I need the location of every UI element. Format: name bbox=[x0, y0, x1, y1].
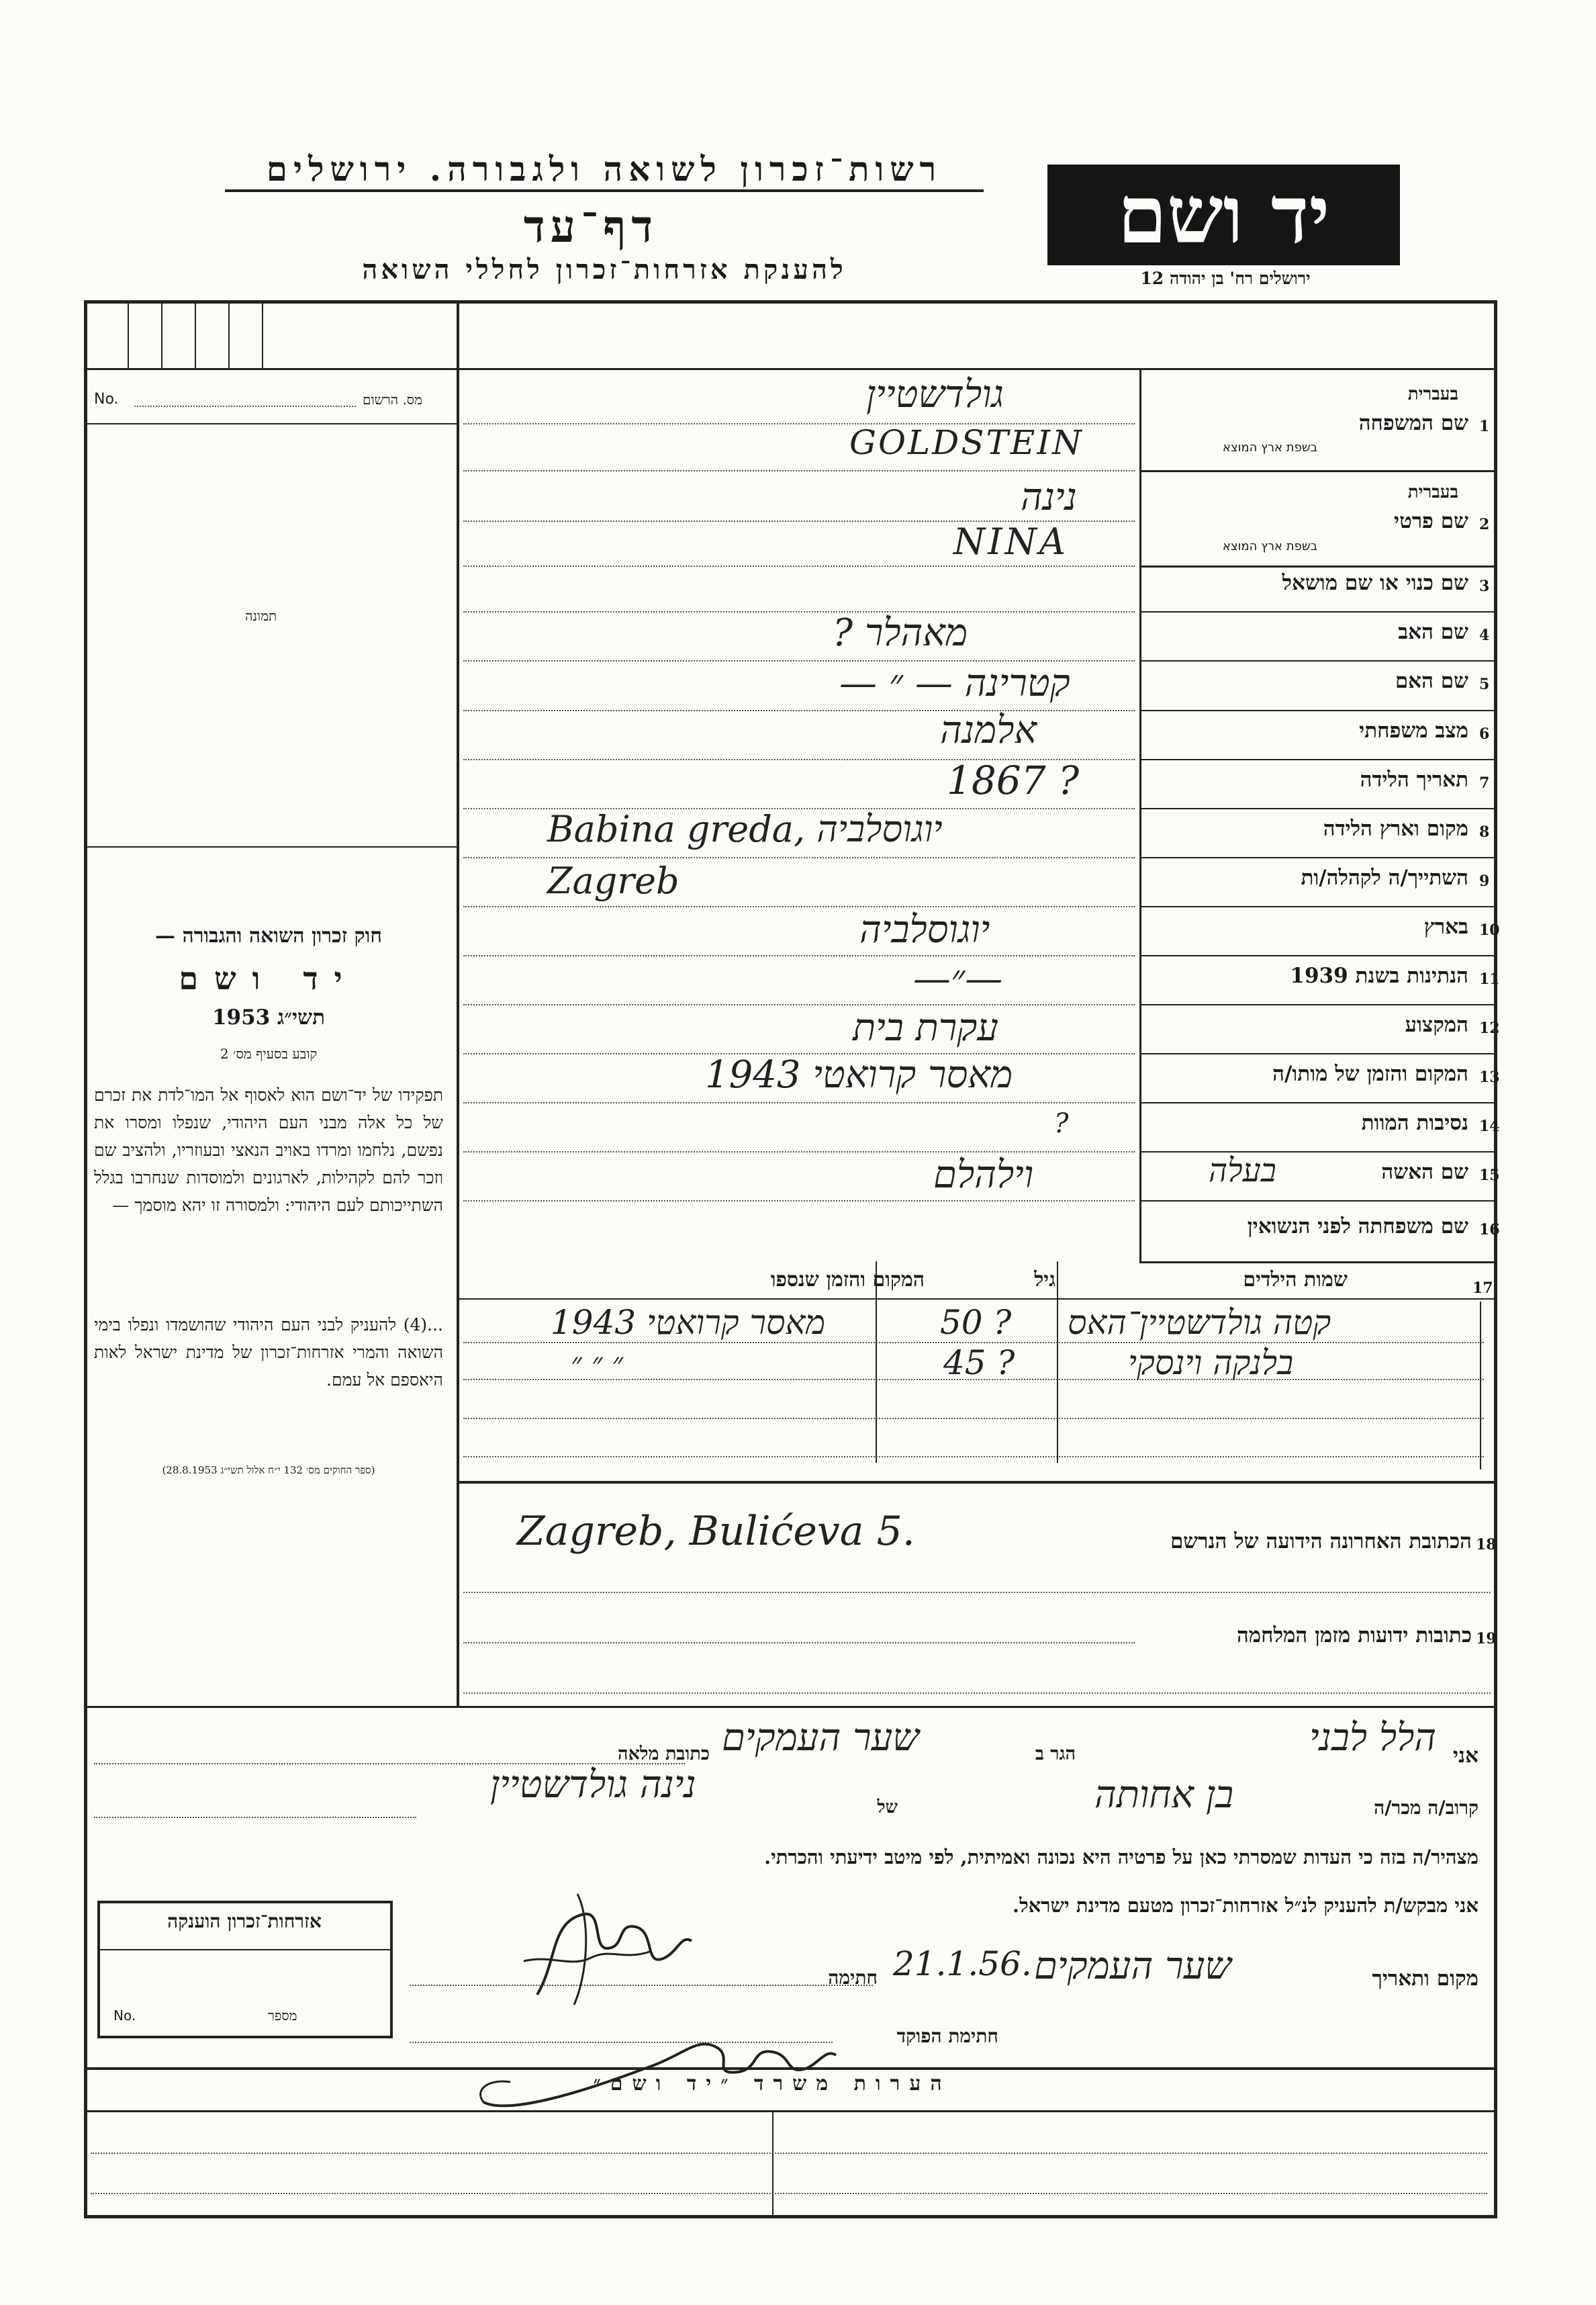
field-8-number: 8 bbox=[1479, 823, 1490, 841]
field-9-label: השתייך/ה לקהלה/ות bbox=[1301, 866, 1468, 890]
field-19-label: כתובות ידועות מזמן המלחמה bbox=[1236, 1623, 1472, 1647]
field-4-value[interactable]: מאהלר ? bbox=[833, 611, 968, 655]
field-1-value-origin[interactable]: GOLDSTEIN bbox=[849, 423, 1084, 462]
children-header-place: המקום והזמן שנספו bbox=[770, 1268, 925, 1292]
law-title: חוק זכרון השואה והגבורה — bbox=[155, 924, 382, 948]
witness-ani: אני bbox=[1452, 1744, 1478, 1768]
yad-vashem-logo: יד ושם bbox=[1047, 165, 1400, 265]
officer-signature bbox=[470, 2008, 846, 2122]
field-6-label: מצב משפחתי bbox=[1359, 719, 1468, 743]
authority-title: רשות־זכרון לשואה ולגבורה. ירושלים bbox=[266, 149, 943, 189]
witness-relation[interactable]: בן אחותה bbox=[1094, 1773, 1234, 1817]
place-date-label: מקום ותאריך bbox=[1372, 1967, 1478, 1991]
field-2-sub-hebrew: בעברית bbox=[1407, 482, 1458, 502]
field-1-value-hebrew[interactable]: גולדשטיין bbox=[866, 373, 1004, 416]
field-2-number: 2 bbox=[1479, 516, 1490, 533]
citizenship-box bbox=[97, 1901, 393, 2038]
field-8-value[interactable]: Babina greda, יוגוסלביה bbox=[547, 808, 943, 850]
children-header-age: גיל bbox=[1034, 1268, 1055, 1292]
field-4-number: 4 bbox=[1479, 627, 1490, 644]
registration-label: מס. הרשום bbox=[363, 392, 423, 408]
witness-resides-label: הגר ב bbox=[1035, 1744, 1076, 1764]
field-12-value[interactable]: עקרת בית bbox=[853, 1006, 998, 1050]
field-18-number: 18 bbox=[1476, 1536, 1497, 1553]
field-9-value[interactable]: Zagreb bbox=[547, 860, 679, 902]
field-13-label: המקום והזמן של מותו/ה bbox=[1272, 1062, 1468, 1086]
child-1-name[interactable]: קטה גולדשטיין־האס bbox=[1068, 1303, 1331, 1342]
law-clause: קובע בסעיף מס׳ 2 bbox=[220, 1046, 318, 1062]
child-2-age[interactable]: 45 ? bbox=[943, 1343, 1015, 1382]
law-source: (ספר החוקים מס׳ 132 י״ח אלול תשי״ג 28.8.1953) bbox=[162, 1464, 375, 1476]
field-13-number: 13 bbox=[1479, 1069, 1500, 1086]
field-14-value[interactable]: ? bbox=[1054, 1108, 1069, 1139]
field-5-label: שם האם bbox=[1395, 669, 1468, 693]
children-header-names: שמות הילדים bbox=[1243, 1268, 1348, 1292]
field-5-number: 5 bbox=[1479, 676, 1490, 693]
law-paragraph-2: ...(4) להעניק לבני העם היהודי שהושמדו ונפלו בימי השואה והמרי אזרחות־זכרון של מדינת ישראל לאות היאספם אל עמם. bbox=[94, 1315, 443, 1390]
signature-label: חתימה bbox=[828, 1967, 878, 1989]
citizenship-number-label: מספר bbox=[268, 2007, 297, 2024]
logo-address: ירושלים רח' בן יהודה 12 bbox=[1140, 269, 1311, 288]
form-subtitle: להענקת אזרחות־זכרון לחללי השואה bbox=[362, 254, 847, 285]
field-6-number: 6 bbox=[1479, 725, 1490, 743]
field-3-number: 3 bbox=[1479, 578, 1490, 595]
citizenship-no-label: No. bbox=[113, 2007, 136, 2024]
child-1-age[interactable]: 50 ? bbox=[940, 1303, 1012, 1342]
officer-signature-label: חתימת הפוקד bbox=[896, 2025, 998, 2047]
photo-label: תמונה bbox=[245, 608, 277, 624]
field-10-value[interactable]: יוגוסלביה bbox=[859, 908, 990, 952]
field-12-label: המקצוע bbox=[1405, 1013, 1468, 1037]
field-16-label: שם משפחתה לפני הנשואין bbox=[1247, 1214, 1468, 1238]
field-11-number: 11 bbox=[1479, 970, 1500, 988]
law-paragraph-1: תפקידו של יד־ושם הוא לאסוף אל המו־לדת את זכרם של כל אלה מבני העם היהודי, שנפלו ומסרו את נפשם, נלחמו ומרדו באויב הנאצי ובעוזריו, ולהציב שם וזכר להם לקהילות, לארגונים ולמוסדות שנחרבו בגלל השתייכותם לעם היהודי: ולמסורה זו יהא מוסמך — bbox=[94, 1085, 443, 1215]
field-11-value[interactable]: —״— bbox=[913, 957, 1003, 1001]
field-15-label-2: בעלה bbox=[1209, 1152, 1276, 1189]
field-14-label: נסיבות המוות bbox=[1361, 1111, 1468, 1135]
office-notes-title: הערות משרד ״יד ושם״ bbox=[593, 2072, 951, 2095]
field-2-sub-origin: בשפת ארץ המוצא bbox=[1222, 539, 1317, 553]
registration-cells[interactable] bbox=[87, 304, 457, 368]
citizenship-box-title: אזרחות־זכרון הוענקה bbox=[167, 1910, 322, 1932]
field-14-number: 14 bbox=[1479, 1118, 1500, 1135]
field-15-label: שם האשה bbox=[1381, 1160, 1468, 1184]
child-2-place[interactable]: ״ ״ ״ bbox=[571, 1347, 624, 1381]
field-18-value[interactable]: Zagreb, Bulićeva 5. bbox=[517, 1508, 915, 1555]
field-16-number: 16 bbox=[1479, 1221, 1500, 1238]
field-3-label: שם כנוי או שם מושאל bbox=[1282, 571, 1468, 595]
field-13-value[interactable]: מאסר קרואטי 1943 bbox=[705, 1053, 1013, 1097]
field-9-number: 9 bbox=[1479, 872, 1490, 890]
field-7-number: 7 bbox=[1479, 774, 1490, 792]
witness-full-address-label: כתובת מלאה bbox=[618, 1744, 710, 1764]
field-1-sub-hebrew: בעברית bbox=[1407, 384, 1458, 404]
field-1-label: שם המשפחה bbox=[1358, 411, 1468, 435]
field-11-label: הנתינות בשנת 1939 bbox=[1290, 964, 1468, 988]
witness-place[interactable]: שער העמקים bbox=[722, 1716, 919, 1760]
witness-declaration: מצהיר/ה בזה כי העדות שמסרתי כאן על פרטיה היא נכונה ואמיתית, לפי מיטב ידיעתי והכרתי. bbox=[764, 1846, 1478, 1868]
field-1-sub-origin: בשפת ארץ המוצא bbox=[1222, 441, 1317, 455]
field-2-label: שם פרטי bbox=[1393, 509, 1468, 533]
law-name: יד ושם bbox=[179, 960, 359, 997]
field-1-number: 1 bbox=[1479, 418, 1490, 435]
form-title: דף־עד bbox=[523, 200, 659, 253]
place-date-value[interactable]: שער העמקים bbox=[1034, 1944, 1231, 1988]
field-12-number: 12 bbox=[1479, 1020, 1500, 1037]
field-15-number: 15 bbox=[1479, 1167, 1500, 1184]
field-5-value[interactable]: קטרינה — ״ — bbox=[839, 662, 1070, 705]
witness-relation-label: קרוב/ה מכר/ה bbox=[1374, 1797, 1478, 1819]
witness-signature bbox=[510, 1881, 712, 2015]
witness-of-label: של bbox=[877, 1797, 898, 1817]
field-18-label: הכתובת האחרונה הידועה של הנרשם bbox=[1170, 1529, 1472, 1553]
registration-no-label: No. bbox=[94, 391, 119, 408]
law-year: תשי״ג 1953 bbox=[212, 1005, 326, 1030]
field-10-number: 10 bbox=[1479, 921, 1500, 939]
field-19-number: 19 bbox=[1476, 1630, 1497, 1647]
field-2-value-hebrew[interactable]: נינה bbox=[1021, 476, 1077, 519]
field-2-value-origin[interactable]: NINA bbox=[953, 521, 1068, 563]
field-7-label: תאריך הלידה bbox=[1360, 768, 1468, 792]
field-4-label: שם האב bbox=[1398, 620, 1468, 644]
child-1-place[interactable]: מאסר קרואטי 1943 bbox=[551, 1303, 826, 1342]
field-8-label: מקום וארץ הלידה bbox=[1323, 817, 1468, 841]
field-7-value[interactable]: 1867 ? bbox=[947, 758, 1080, 803]
witness-of-name[interactable]: נינה גולדשטיין bbox=[490, 1763, 696, 1807]
field-15-value[interactable]: וילהלם bbox=[933, 1153, 1034, 1197]
witness-request: אני מבקש/ת להעניק לנ״ל אזרחות־זכרון מטעם מדינת ישראל. bbox=[1013, 1894, 1478, 1917]
date-value[interactable]: 21.1.56. bbox=[893, 1944, 1032, 1983]
child-2-name[interactable]: בלנקה וינסקי bbox=[1128, 1343, 1294, 1382]
field-17-number: 17 bbox=[1472, 1279, 1493, 1297]
field-6-value[interactable]: אלמנה bbox=[940, 709, 1037, 752]
field-10-label: בארץ bbox=[1423, 915, 1468, 939]
witness-name[interactable]: הלל לבני bbox=[1309, 1716, 1437, 1760]
